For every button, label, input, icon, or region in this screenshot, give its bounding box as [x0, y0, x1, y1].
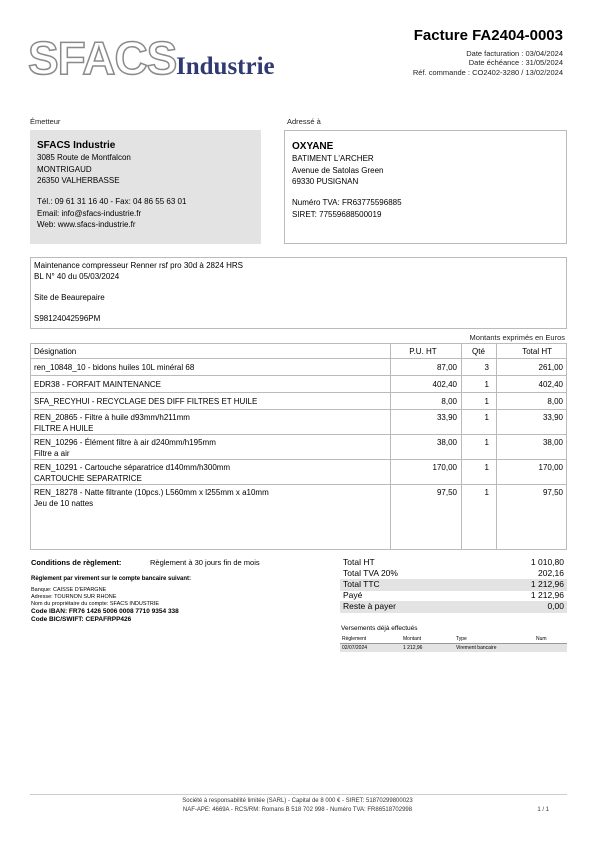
issuer-box [30, 130, 261, 244]
table-row [31, 359, 566, 376]
total-label: Payé [343, 590, 363, 600]
recipient-address [292, 153, 383, 188]
row-unit-price: 38,00 [436, 438, 457, 447]
issuer-address-line: MONTRIGAUD [37, 164, 92, 174]
payments-header-row [340, 635, 567, 644]
row-designation: REN_10296 - Élément filtre à air d240mm/h195mm [34, 438, 216, 447]
description-line [34, 282, 243, 293]
table-row [31, 485, 566, 549]
row-designation: REN_20865 - Filtre à huile d93mm/h211mm [34, 413, 190, 422]
invoice-title: Facture FA2404-0003 [413, 27, 563, 44]
total-ht-row [340, 557, 567, 569]
table-row [31, 460, 566, 485]
row-total: 261,00 [538, 363, 563, 372]
row-subtitle: Jeu de 10 nattes [34, 499, 94, 508]
total-label: Total HT [343, 557, 375, 567]
row-qty: 1 [484, 397, 489, 406]
payments-row [340, 644, 567, 652]
payment-date: 02/07/2024 [342, 645, 368, 651]
row-total: 402,40 [538, 380, 563, 389]
recipient-box [284, 130, 567, 244]
issuer-email: Email: info@sfacs-industrie.fr [37, 208, 142, 218]
payments-title: Versements déjà effectués [341, 625, 418, 632]
table-header-row [31, 344, 566, 359]
col-header-unit-price: P.U. HT [409, 347, 437, 356]
job-description [34, 261, 243, 324]
payment-type: Virement bancaire [456, 645, 497, 651]
description-line [34, 303, 243, 314]
issuer-name: SFACS Industrie [37, 140, 116, 151]
row-unit-price: 402,40 [432, 380, 457, 389]
table-row [31, 376, 566, 393]
payment-terms-value: Règlement à 30 jours fin de mois [150, 558, 260, 567]
row-designation: REN_10291 - Cartouche séparatrice d140mm/h300mm [34, 463, 231, 472]
recipient-ids [292, 197, 402, 220]
order-reference: Réf. commande : CO2402-3280 / 13/02/2024 [412, 68, 563, 77]
recipient-label: Adressé à [287, 117, 321, 126]
total-label: Reste à payer [343, 601, 396, 611]
company-logo [28, 32, 288, 85]
iban: Code IBAN: FR76 1426 5006 0008 7710 9354 338 [31, 608, 179, 615]
row-total: 38,00 [542, 438, 563, 447]
table-row [31, 435, 566, 460]
total-value: 1 212,96 [530, 590, 564, 600]
row-total: 170,00 [538, 463, 563, 472]
total-value: 1 010,80 [530, 557, 564, 567]
total-label: Total TTC [343, 579, 380, 589]
table-row [31, 410, 566, 435]
issuer-label: Émetteur [30, 117, 61, 126]
col-header-qty: Qté [472, 347, 485, 356]
items-table [30, 343, 567, 550]
description-line: S98124042596PM [34, 313, 101, 323]
row-unit-price: 33,90 [436, 413, 457, 422]
row-unit-price: 170,00 [432, 463, 457, 472]
row-designation: ren_10848_10 - bidons huiles 10L minéral 68 [34, 363, 195, 372]
page-number: 1 / 1 [537, 807, 549, 813]
description-line: Maintenance compresseur Renner rsf pro 30d à 2824 HRS [34, 261, 243, 270]
row-total: 97,50 [542, 488, 563, 497]
payment-amount: 1 212,96 [403, 645, 423, 651]
row-qty: 1 [484, 413, 489, 422]
payments-col-header: Montant [403, 636, 422, 642]
total-ttc-row [340, 579, 567, 591]
issuer-address-line: 26350 VALHERBASSE [37, 176, 120, 185]
logo-sfacs-text: SFACS [28, 32, 177, 84]
recipient-siret: SIRET: 77559688500019 [292, 209, 382, 219]
row-total: 8,00 [547, 397, 563, 406]
issuer-contact [37, 196, 186, 231]
account-owner: Nom du propriétaire du compte: SFACS INDUSTRIE [31, 601, 160, 607]
row-unit-price: 97,50 [436, 488, 457, 497]
footer-legal-line2: NAF-APE: 4669A - RCS/RM: Romans B 518 702 998 - Numéro TVA: FR86518702998 [182, 807, 413, 813]
payments-col-header: Type [456, 636, 467, 642]
row-total: 33,90 [542, 413, 563, 422]
payments-col-header: Num [536, 636, 547, 642]
row-designation: REN_18278 - Natte filtrante (10pcs.) L560mm x l255mm x a10mm [34, 488, 269, 497]
recipient-address-line: BATIMENT L'ARCHER [292, 154, 374, 163]
row-subtitle: FILTRE A HUILE [34, 424, 94, 433]
row-unit-price: 87,00 [436, 363, 457, 372]
payment-terms-label: Conditions de règlement: [31, 558, 122, 567]
row-qty: 1 [484, 380, 489, 389]
total-label: Total TVA 20% [343, 568, 398, 578]
paid-row [340, 590, 567, 602]
invoice-date: Date facturation : 03/04/2024 [466, 49, 563, 58]
issuer-address-line: 3085 Route de Montfalcon [37, 153, 131, 162]
row-designation: EDR38 - FORFAIT MAINTENANCE [34, 380, 161, 389]
issuer-phone: Tél.: 09 61 31 16 40 - Fax: 04 86 55 63 01 [37, 197, 187, 206]
description-line: BL N° 40 du 05/03/2024 [34, 271, 120, 281]
bic: Code BIC/SWIFT: CEPAFRPP426 [31, 616, 132, 623]
total-value: 1 212,96 [530, 579, 564, 589]
footer-legal-line1: Société à responsabilité limitée (SARL) - Capital de 8 000 € - SIRET: 51870299800023 [182, 798, 413, 804]
table-row [31, 393, 566, 410]
bank-details [31, 587, 179, 624]
row-unit-price: 8,00 [441, 397, 457, 406]
col-header-total: Total HT [522, 347, 552, 356]
transfer-title: Règlement par virement sur le compte bancaire suivant: [31, 576, 192, 582]
recipient-name: OXYANE [292, 141, 334, 152]
job-description-box [30, 257, 567, 329]
row-qty: 3 [484, 363, 489, 372]
recipient-address-line: 69330 PUSIGNAN [292, 177, 359, 186]
row-subtitle: CARTOUCHE SEPARATRICE [34, 474, 142, 483]
row-designation: SFA_RECYHUI - RECYCLAGE DES DIFF FILTRES ET HUILE [34, 397, 258, 406]
logo-industrie-text: Industrie [176, 53, 275, 80]
description-line: Site de Beaurepaire [34, 292, 105, 302]
row-subtitle: Filtre a air [34, 449, 70, 458]
recipient-vat: Numéro TVA: FR63775596885 [292, 198, 402, 207]
remaining-row [340, 601, 567, 613]
footer-divider [30, 794, 567, 795]
row-qty: 1 [484, 438, 489, 447]
currency-note: Montants exprimés en Euros [469, 333, 565, 342]
row-qty: 1 [484, 488, 489, 497]
total-value: 202,16 [538, 568, 564, 578]
total-vat-row [340, 568, 567, 580]
recipient-address-line: Avenue de Satolas Green [292, 165, 384, 175]
total-value: 0,00 [547, 601, 564, 611]
issuer-website: Web: www.sfacs-industrie.fr [37, 220, 136, 229]
bank-address: Adresse: TOURNON SUR RHONE [31, 594, 117, 600]
issuer-address [37, 152, 131, 187]
bank-name: Banque: CAISSE D'EPARGNE [31, 587, 107, 593]
payments-col-header: Règlement [342, 636, 367, 642]
col-header-designation: Désignation [34, 347, 77, 356]
row-qty: 1 [484, 463, 489, 472]
invoice-due-date: Date échéance : 31/05/2024 [468, 58, 563, 67]
